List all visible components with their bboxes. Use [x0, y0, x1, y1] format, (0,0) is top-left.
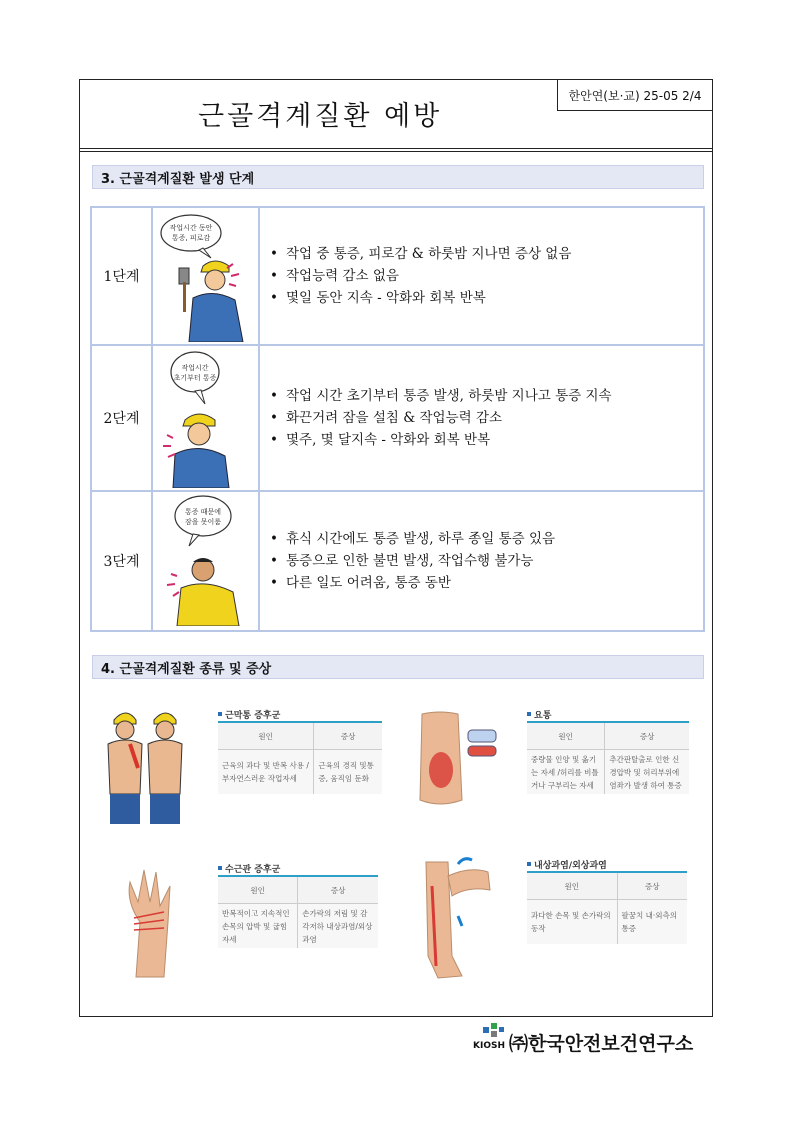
- stage-label: 2단계: [92, 346, 153, 490]
- column-header: 증상: [298, 876, 378, 904]
- bullet-square-icon: [218, 866, 222, 870]
- cause-cell: 근육의 과다 및 반복 사용 /부자연스러운 작업자세: [218, 750, 314, 795]
- worker-neck-pain-icon: [153, 492, 256, 626]
- list-item: • 휴식 시간에도 통증 발생, 하루 종일 통증 있음: [270, 531, 556, 547]
- column-header: 원인: [218, 722, 314, 750]
- footer: [473, 1025, 713, 1059]
- document-header: [80, 80, 712, 149]
- column-header: 증상: [605, 722, 689, 750]
- stage-description: [270, 346, 695, 490]
- page-title: 근골격계질환 예방: [198, 101, 443, 132]
- stages-table: [90, 206, 705, 632]
- symptom-cell: 손가락의 저림 및 감각저하 내상과염/외상과염: [298, 904, 378, 949]
- disease-title: 요통: [534, 710, 552, 721]
- stage-row: [92, 346, 703, 492]
- header-divider: [80, 151, 712, 152]
- column-header: 원인: [218, 876, 298, 904]
- disease-title: 수근관 증후군: [225, 864, 281, 875]
- disease-table: [527, 871, 687, 944]
- disease-title: 내상과염/외상과염: [534, 860, 607, 871]
- stage-label: 3단계: [92, 492, 153, 630]
- bullet-square-icon: [527, 862, 531, 866]
- disease-table: [218, 721, 382, 794]
- list-item: • 몇일 동안 지속 - 악화와 회복 반복: [270, 290, 486, 306]
- column-header: 원인: [527, 722, 605, 750]
- list-item: • 통증으로 인한 불면 발생, 작업수행 불가능: [270, 553, 534, 569]
- logo-text: KIOSH: [473, 1041, 505, 1051]
- document-code: 한안연(보·교) 25-05 2/4: [557, 79, 713, 111]
- stage-description: [270, 492, 695, 630]
- column-header: 증상: [314, 722, 382, 750]
- column-header: 원인: [527, 872, 617, 900]
- disease-table: [527, 721, 689, 794]
- svg-text:통증, 피로감: 통증, 피로감: [171, 234, 211, 242]
- svg-text:작업시간 동안: 작업시간 동안: [169, 224, 213, 232]
- list-item: • 화끈거려 잠을 설침 & 작업능력 감소: [270, 410, 503, 426]
- organization-name: ㈜한국안전보건연구소: [509, 1033, 694, 1055]
- list-item: • 작업능력 감소 없음: [270, 268, 399, 284]
- document-frame: [79, 79, 713, 1017]
- disease-type-card: [218, 861, 378, 948]
- cause-cell: 중량물 인양 및 옮기는 자세 /허리를 비틀거나 구부리는 자세: [527, 750, 605, 795]
- disease-type-card: [527, 857, 687, 944]
- symptom-cell: 팔꿈치 내·외측의 통증: [617, 900, 687, 945]
- disease-table: [218, 875, 378, 948]
- disease-type-card: [527, 707, 689, 794]
- svg-text:통증 때문에: 통증 때문에: [184, 508, 222, 516]
- symptom-cell: 근육의 경직 및통증, 움직임 둔화: [314, 750, 382, 795]
- section4-heading: 4. 근골격계질환 종류 및 증상: [92, 655, 704, 679]
- svg-text:잠을 못이룸: 잠을 못이룸: [184, 518, 222, 526]
- worker-shoulder-pain-icon: [153, 346, 256, 488]
- worker-illustration-stage2: [153, 346, 260, 490]
- list-item: • 몇주, 몇 달지속 - 악화와 회복 반복: [270, 432, 491, 448]
- svg-text:초기부터 통증: 초기부터 통증: [173, 374, 217, 382]
- bullet-square-icon: [527, 712, 531, 716]
- cause-cell: 반복적이고 지속적인 손목의 압박 및 굽힘 자세: [218, 904, 298, 949]
- stage-row: [92, 208, 703, 346]
- column-header: 증상: [617, 872, 687, 900]
- list-item: • 작업 시간 초기부터 통증 발생, 하룻밤 지나고 통증 지속: [270, 388, 612, 404]
- myofascial-illustration: [106, 700, 186, 825]
- stage-row: [92, 492, 703, 630]
- worker-illustration-stage3: [153, 492, 260, 630]
- stage-label: 1단계: [92, 208, 153, 344]
- epicondylitis-illustration: [418, 856, 498, 981]
- symptom-cell: 추간판탈출로 인한 신경압박 및 허리부위에 염좌가 발생 하여 통증: [605, 750, 689, 795]
- disease-type-card: [218, 707, 382, 794]
- cause-cell: 과다한 손목 및 손가락의 동작: [527, 900, 617, 945]
- carpal-tunnel-illustration: [116, 862, 186, 982]
- list-item: • 작업 중 통증, 피로감 & 하룻밤 지나면 증상 없음: [270, 246, 572, 262]
- kiosh-logo-icon: [481, 1023, 505, 1041]
- svg-text:작업시간: 작업시간: [181, 364, 209, 372]
- disease-title: 근막통 증후군: [225, 710, 281, 721]
- back-pain-illustration: [412, 710, 502, 810]
- bullet-square-icon: [218, 712, 222, 716]
- list-item: • 다른 일도 어려움, 통증 동반: [270, 575, 451, 591]
- stage-description: [270, 208, 695, 344]
- worker-hammering-icon: [153, 208, 256, 342]
- section3-heading: 3. 근골격계질환 발생 단계: [92, 165, 704, 189]
- worker-illustration-stage1: [153, 208, 260, 344]
